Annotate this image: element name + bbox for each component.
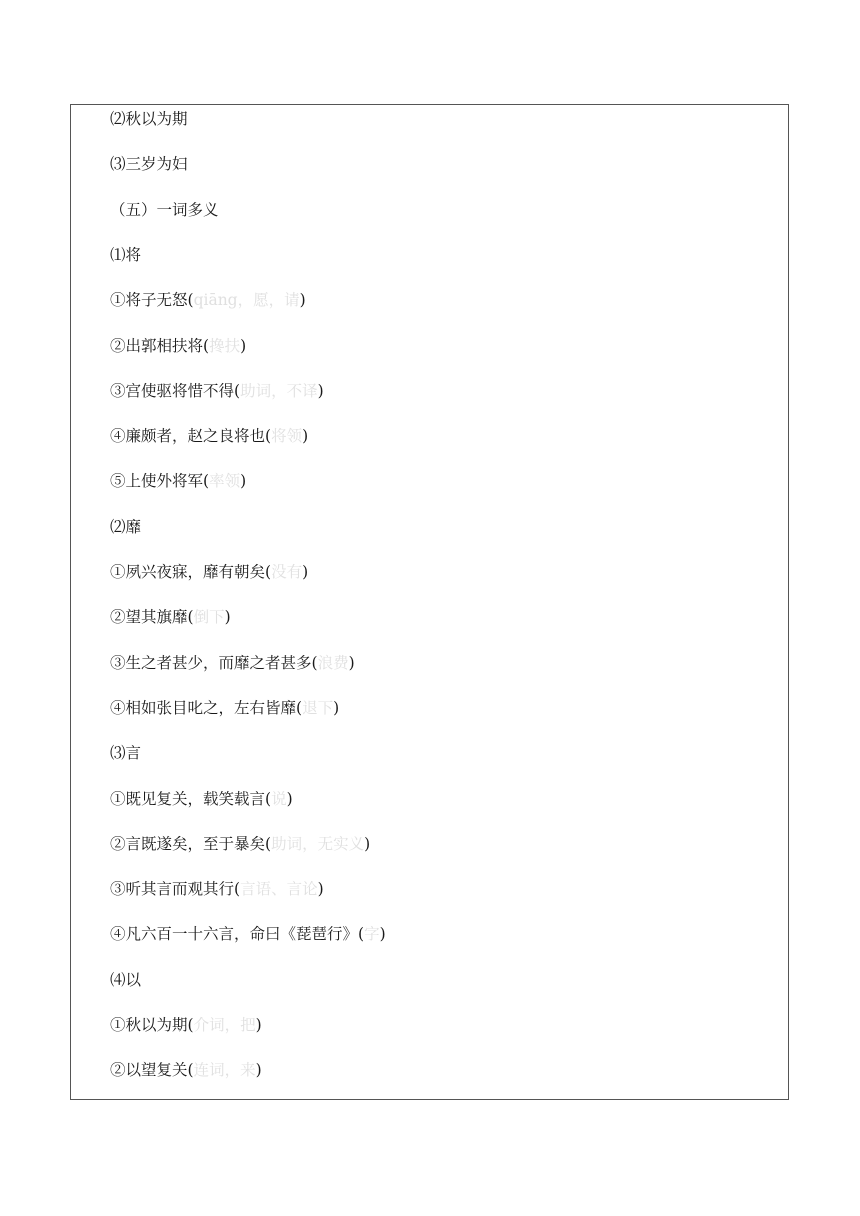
- close-paren: ): [240, 336, 247, 355]
- list-item: [110, 288, 306, 312]
- close-paren: ): [224, 608, 231, 627]
- answer-text: 助词，无实义: [271, 834, 365, 853]
- close-paren: ): [302, 427, 309, 446]
- word-heading: [110, 741, 141, 765]
- answer-text: 浪费: [317, 653, 349, 672]
- list-item: [110, 877, 324, 901]
- answer-text: 言语、言论: [240, 880, 318, 899]
- list-item: [110, 787, 293, 811]
- content-frame: [70, 104, 789, 1100]
- list-item: [110, 469, 246, 493]
- close-paren: ): [333, 698, 340, 717]
- item-text: ①夙兴夜寐，靡有朝矣: [110, 563, 266, 581]
- word-heading: [110, 243, 141, 267]
- list-item: [110, 832, 370, 856]
- close-paren: ): [286, 789, 293, 808]
- item-text: （五）一词多义: [110, 200, 219, 219]
- close-paren: ): [255, 1016, 262, 1034]
- answer-text: 率领: [209, 472, 241, 491]
- close-paren: ): [379, 925, 386, 944]
- section-heading: [110, 198, 219, 222]
- item-text: ⑷以: [110, 970, 142, 989]
- item-text: ⑤上使外将军: [110, 472, 204, 491]
- open-paren: (: [187, 291, 194, 310]
- item-text: ②出郭相扶将: [110, 336, 204, 355]
- item-text: ④廉颇者，赵之良将也: [110, 427, 266, 446]
- answer-text: qiāng，愿，请: [193, 291, 300, 310]
- open-paren: (: [311, 653, 318, 672]
- item-text: ③听其言而观其行: [110, 880, 235, 899]
- answer-text: 连词，来: [193, 1061, 256, 1080]
- item-text: ①既见复关，载笑载言: [110, 789, 266, 808]
- list-item: [110, 1058, 262, 1082]
- item-text: ⑶三岁为妇: [110, 155, 188, 174]
- item-text: ⑵秋以为期: [110, 110, 188, 128]
- item-text: ⑶言: [110, 744, 142, 763]
- open-paren: (: [265, 789, 272, 808]
- item-text: ④凡六百一十六言，命曰《琵琶行》: [110, 925, 359, 944]
- close-paren: ): [348, 653, 355, 672]
- list-item: [110, 605, 231, 629]
- item-text: ②言既遂矣，至于暴矣: [110, 834, 266, 853]
- item-text: ③生之者甚少，而靡之者甚多: [110, 653, 312, 672]
- list-item: [110, 696, 339, 720]
- open-paren: (: [187, 1016, 194, 1034]
- item-text: ②望其旗靡: [110, 608, 188, 627]
- close-paren: ): [302, 563, 309, 581]
- close-paren: ): [317, 381, 324, 400]
- open-paren: (: [265, 427, 272, 446]
- open-paren: (: [234, 880, 241, 899]
- close-paren: ): [240, 472, 247, 491]
- item-text: ①将子无怒: [110, 291, 188, 310]
- open-paren: (: [265, 563, 272, 581]
- list-item: [110, 922, 386, 946]
- item-text: ①秋以为期: [110, 1016, 188, 1034]
- item-text: ④相如张目叱之，左右皆靡: [110, 698, 297, 717]
- close-paren: ): [364, 834, 371, 853]
- list-item: [110, 152, 188, 176]
- list-item: [110, 379, 324, 403]
- list-item: [110, 107, 188, 131]
- open-paren: (: [203, 472, 210, 491]
- list-item: [110, 560, 308, 584]
- close-paren: ): [255, 1061, 262, 1080]
- open-paren: (: [358, 925, 365, 944]
- answer-text: 将领: [271, 427, 303, 446]
- close-paren: ): [317, 880, 324, 899]
- item-text: ③宫使驱将惜不得: [110, 381, 235, 400]
- open-paren: (: [187, 1061, 194, 1080]
- answer-text: 没有: [271, 563, 303, 581]
- answer-text: 字: [364, 925, 380, 944]
- open-paren: (: [265, 834, 272, 853]
- answer-text: 倒下: [193, 608, 225, 627]
- open-paren: (: [203, 336, 210, 355]
- answer-text: 搀扶: [209, 336, 241, 355]
- answer-text: 助词，不译: [240, 381, 318, 400]
- answer-text: 说: [271, 789, 287, 808]
- list-item: [110, 1013, 262, 1037]
- item-text: ⑵靡: [110, 517, 142, 536]
- list-item: [110, 334, 246, 358]
- answer-text: 退下: [302, 698, 334, 717]
- item-text: ②以望复关: [110, 1061, 188, 1080]
- open-paren: (: [296, 698, 303, 717]
- word-heading: [110, 515, 141, 539]
- open-paren: (: [187, 608, 194, 627]
- list-item: [110, 651, 355, 675]
- close-paren: ): [299, 291, 306, 310]
- word-heading: [110, 968, 141, 992]
- item-text: ⑴将: [110, 245, 142, 264]
- list-item: [110, 424, 308, 448]
- open-paren: (: [234, 381, 241, 400]
- answer-text: 介词，把: [193, 1016, 256, 1034]
